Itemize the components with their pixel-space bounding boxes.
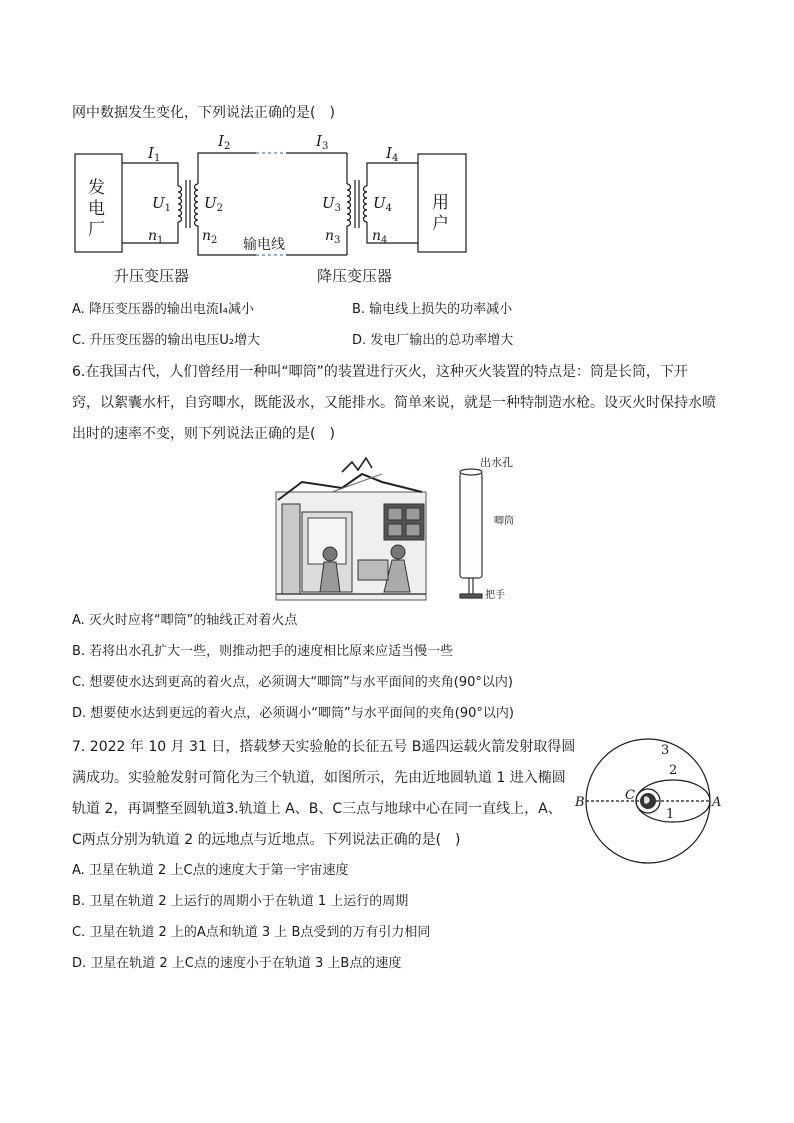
label-U1: $U_1$ [152, 194, 172, 214]
q6-option-a: A. 灭火时应将“唧筒”的轴线正对着火点 [72, 613, 298, 628]
q7-option-d: D. 卫星在轨道 2 上C点的速度小于在轨道 3 上B点的速度 [72, 956, 402, 971]
q7-stem-line-1: 7. 2022 年 10 月 31 日，搭载梦天实验舱的长征五号 B遥四运载火箭发射取得圆 [72, 739, 576, 755]
label-n3: $n_3$ [325, 228, 341, 246]
label-U2: $U_2$ [204, 194, 224, 214]
step-down-transformer-label: 降压变压器 [317, 267, 393, 285]
ancient-fire-scene-picture [276, 458, 426, 600]
step-down-primary-coil [347, 184, 351, 226]
user-label-2: 户 [432, 214, 449, 234]
q5-option-c: C. 升压变压器的输出电压U₂增大 [72, 333, 261, 348]
point-b-label: B [575, 795, 585, 810]
point-c-label: C [625, 788, 635, 803]
transformer-circuit-diagram [70, 128, 490, 290]
label-I1: $I_1$ [148, 144, 161, 164]
step-up-transformer-label: 升压变压器 [114, 267, 190, 285]
q5-option-a: A. 降压变压器的输出电流I₄减小 [72, 302, 254, 317]
q5-option-d: D. 发电厂输出的总功率增大 [352, 333, 514, 348]
q5-stem-tail: 网中数据发生变化，下列说法正确的是( ) [72, 105, 335, 121]
generator-label-3: 厂 [88, 220, 105, 240]
transmission-line-label: 输电线 [243, 237, 285, 253]
user-label-1: 用 [432, 193, 449, 213]
orbit-3-label: 3 [661, 743, 670, 758]
label-U3: $U_3$ [322, 194, 342, 214]
handle-label: 把手 [485, 590, 505, 601]
orbit-2-label: 2 [669, 763, 678, 778]
tube-label: 唧筒 [494, 516, 514, 527]
q6-option-b: B. 若将出水孔扩大一些，则推动把手的速度相比原来应适当慢一些 [72, 644, 454, 659]
label-I4: $I_4$ [386, 144, 399, 164]
label-n4: $n_4$ [372, 228, 388, 246]
q5-option-b: B. 输电线上损失的功率减小 [352, 302, 513, 317]
step-up-primary-coil [178, 186, 182, 222]
label-I2: $I_2$ [218, 132, 231, 152]
label-n2: $n_2$ [202, 228, 218, 246]
q6-stem-line-2: 窍，以絮囊水杆，自窍唧水，既能汲水，又能排水。简单来说，就是一种特制造水枪。设灭火时保持水喷 [72, 395, 716, 411]
q7-stem-line-2: 满成功。实验舱发射可简化为三个轨道，如图所示，先由近地圆轨道 1 进入椭圆 [72, 770, 566, 786]
label-n1: $n_1$ [148, 228, 164, 246]
step-down-secondary-coil [364, 186, 368, 222]
step-up-secondary-coil [195, 184, 199, 226]
q7-option-a: A. 卫星在轨道 2 上C点的速度大于第一宇宙速度 [72, 863, 349, 878]
outlet-label: 出水孔 [480, 456, 513, 469]
orbit-1-label: 1 [666, 807, 675, 822]
label-U4: $U_4$ [373, 194, 393, 214]
q7-option-c: C. 卫星在轨道 2 上的A点和轨道 3 上 B点受到的万有引力相同 [72, 925, 431, 940]
q6-stem-line-3: 出时的速率不变，则下列说法正确的是( ) [72, 426, 335, 442]
q7-stem-line-3: 轨道 2，再调整至圆轨道3.轨道上 A、B、C三点与地球中心在同一直线上，A、 [72, 801, 562, 817]
q7-stem-line-4: C两点分别为轨道 2 的远地点与近地点。下列说法正确的是( ) [72, 832, 461, 848]
label-I3: $I_3$ [316, 132, 329, 152]
orbit-diagram [568, 734, 728, 864]
jitong-tube [460, 469, 482, 598]
q7-option-b: B. 卫星在轨道 2 上运行的周期小于在轨道 1 上运行的周期 [72, 894, 409, 909]
generator-label-2: 电 [88, 199, 105, 219]
q6-stem-line-1: 6.在我国古代，人们曾经用一种叫“唧筒”的装置进行灭火，这种灭火装置的特点是：筒是长筒，下开 [72, 364, 688, 380]
jitong-illustration [272, 452, 522, 602]
generator-label-1: 发 [88, 178, 105, 198]
point-a-label: A [712, 795, 722, 810]
q6-option-c: C. 想要使水达到更高的着火点，必须调大“唧筒”与水平面间的夹角(90°以内) [72, 675, 513, 690]
q6-option-d: D. 想要使水达到更远的着火点，必须调小“唧筒”与水平面间的夹角(90°以内) [72, 706, 514, 721]
